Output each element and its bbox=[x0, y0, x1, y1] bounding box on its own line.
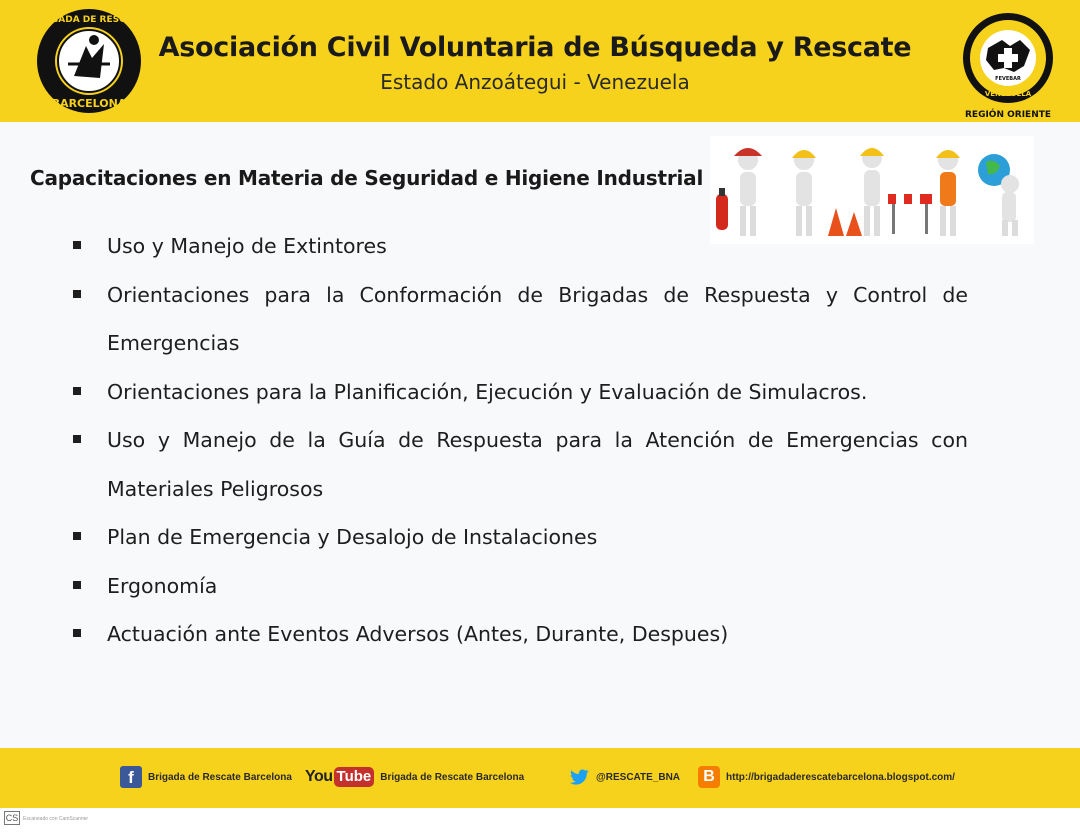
blog-url: http://brigadaderescatebarcelona.blogspot.com/ bbox=[726, 771, 955, 783]
camscanner-icon: CS bbox=[5, 813, 19, 823]
facebook-link[interactable] bbox=[120, 766, 292, 788]
organization-title: Asociación Civil Voluntaria de Búsqueda y Rescate bbox=[158, 32, 912, 63]
blogger-icon: B bbox=[698, 766, 720, 788]
svg-text:BARCELONA: BARCELONA bbox=[51, 97, 127, 110]
list-item: Ergonomía bbox=[72, 562, 968, 611]
bullet-square-icon bbox=[73, 532, 81, 540]
bullet-square-icon bbox=[73, 241, 81, 249]
youtube-link[interactable] bbox=[305, 766, 524, 788]
blog-link[interactable] bbox=[698, 766, 955, 788]
organization-subtitle: Estado Anzoátegui - Venezuela bbox=[380, 70, 690, 94]
facebook-icon: f bbox=[120, 766, 142, 788]
list-item: Uso y Manejo de Extintores bbox=[72, 222, 968, 271]
rescue-brigade-logo-icon bbox=[34, 6, 144, 116]
bottom-strip bbox=[0, 808, 1080, 832]
list-item: Orientaciones para la Conformación de Brigadas de Respuesta y Control de Emergencias bbox=[72, 271, 968, 368]
list-item: Actuación ante Eventos Adversos (Antes, Durante, Despues) bbox=[72, 610, 968, 659]
twitter-label: @RESCATE_BNA bbox=[596, 771, 681, 783]
bullet-square-icon bbox=[73, 387, 81, 395]
bullet-square-icon bbox=[73, 435, 81, 443]
youtube-you-text: You bbox=[305, 768, 333, 785]
footer-banner bbox=[0, 748, 1080, 808]
svg-text:VENEZUELA: VENEZUELA bbox=[984, 90, 1032, 98]
bullet-square-icon bbox=[73, 290, 81, 298]
training-list bbox=[72, 222, 968, 659]
list-item: Orientaciones para la Planificación, Ejecución y Evaluación de Simulacros. bbox=[72, 368, 968, 417]
facebook-label: Brigada de Rescate Barcelona bbox=[148, 771, 292, 783]
youtube-label: Brigada de Rescate Barcelona bbox=[380, 771, 525, 783]
header-banner bbox=[0, 0, 1080, 122]
list-item: Uso y Manejo de la Guía de Respuesta para la Atención de Emergencias con Materiales Peligrosos bbox=[72, 416, 968, 513]
svg-text:REGIÓN ORIENTE: REGIÓN ORIENTE bbox=[964, 110, 1052, 120]
twitter-icon bbox=[568, 766, 590, 788]
twitter-link[interactable] bbox=[568, 766, 680, 788]
camscanner-text: Escaneado con CamScanner bbox=[23, 816, 89, 822]
list-item: Plan de Emergencia y Desalojo de Instalaciones bbox=[72, 513, 968, 562]
youtube-tube-text: Tube bbox=[334, 767, 375, 787]
svg-text:BRIGADA DE RESCATE: BRIGADA DE RESCATE bbox=[34, 15, 144, 25]
bullet-square-icon bbox=[73, 629, 81, 637]
bullet-square-icon bbox=[73, 581, 81, 589]
section-title: Capacitaciones en Materia de Seguridad e Higiene Industrial bbox=[30, 166, 704, 190]
svg-text:FEVEBAR: FEVEBAR bbox=[995, 76, 1021, 82]
federation-logo-icon bbox=[958, 10, 1058, 122]
